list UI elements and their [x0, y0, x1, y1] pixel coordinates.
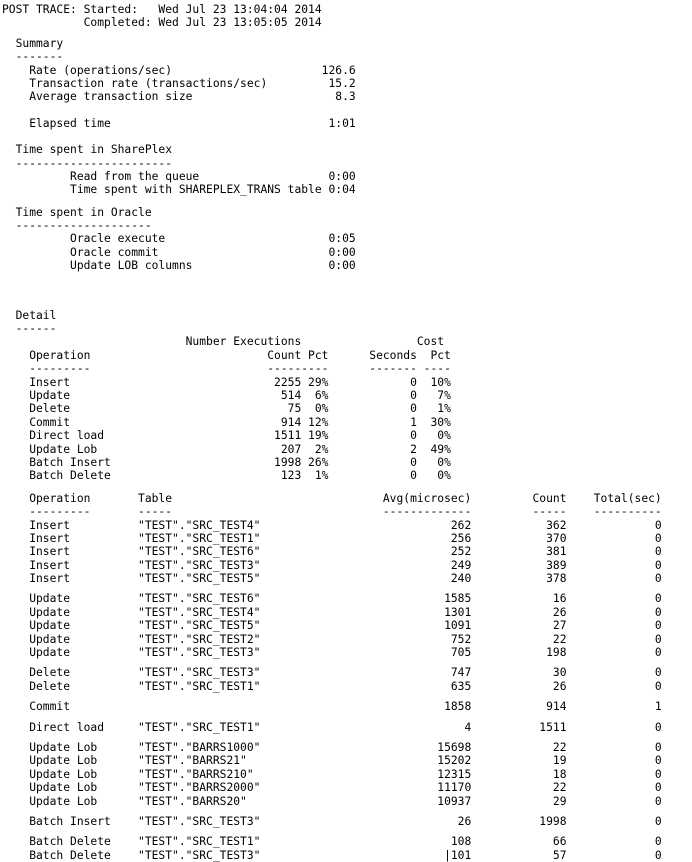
per-table-row: Update Lob "TEST"."BARRS21" 15202 19 0	[2, 754, 662, 768]
summary-title: Summary	[2, 36, 64, 50]
detail-title: Detail	[2, 308, 57, 322]
summary-stat-line: Average transaction size 8.3	[2, 90, 356, 104]
section-title-underline: -----------------------	[2, 156, 173, 170]
per-table-row-with-cursor: Batch Delete "TEST"."SRC_TEST3" |101 57 0	[2, 848, 662, 862]
per-table-row: Insert "TEST"."SRC_TEST4" 262 362 0	[2, 518, 662, 532]
summary-stat-line: Transaction rate (transactions/sec) 15.2	[2, 76, 356, 90]
per-table-row: Update "TEST"."SRC_TEST6" 1585 16 0	[2, 592, 662, 606]
per-table-column-header: Operation Table Avg(microsec) Count Total(sec)	[2, 491, 662, 505]
section-title-underline: --------------------	[2, 219, 152, 233]
operations-table-header-underline: --------- --------- ------- ----	[2, 362, 451, 376]
per-table-row: Batch Delete "TEST"."SRC_TEST1" 108 66 0	[2, 835, 662, 849]
blank-line	[2, 273, 692, 309]
blank-line	[2, 808, 692, 815]
elapsed-time-line: Elapsed time 1:01	[2, 116, 356, 130]
per-table-row: Update "TEST"."SRC_TEST2" 752 22 0	[2, 632, 662, 646]
per-table-row: Update Lob "TEST"."BARRS20" 10937 29 0	[2, 794, 662, 808]
blank-line	[2, 197, 692, 206]
post-trace-started-line: POST TRACE: Started: Wed Jul 23 13:04:04 2014	[2, 3, 322, 16]
section-title: Time spent in SharePlex	[2, 143, 173, 157]
time-stat-line: Read from the queue 0:00	[2, 169, 356, 183]
operations-table-row: Batch Insert 1998 26% 0 0%	[2, 455, 451, 469]
per-table-row: Update "TEST"."SRC_TEST5" 1091 27 0	[2, 619, 662, 633]
post-trace-completed-line: Completed: Wed Jul 23 13:05:05 2014	[2, 16, 322, 30]
per-table-header-underline: --------- ----- ------------- ----- ----------	[2, 505, 662, 519]
per-table-row: Update "TEST"."SRC_TEST4" 1301 26 0	[2, 605, 662, 619]
section-title: Time spent in Oracle	[2, 205, 152, 219]
trace-report-screen[interactable]	[2, 3, 692, 862]
blank-line	[2, 104, 692, 117]
detail-section	[2, 273, 692, 862]
time-stat-line: Oracle commit 0:00	[2, 245, 356, 259]
per-table-row: Batch Insert "TEST"."SRC_TEST3" 26 1998 0	[2, 814, 662, 828]
blank-line	[2, 30, 692, 37]
summary-section	[2, 37, 692, 273]
per-table-row: Update Lob "TEST"."BARRS2000" 11170 22 0	[2, 781, 662, 795]
per-table-row: Update Lob "TEST"."BARRS210" 12315 18 0	[2, 767, 662, 781]
operations-table-row: Batch Delete 123 1% 0 0%	[2, 469, 451, 483]
operations-table-row: Direct load 1511 19% 0 0%	[2, 429, 451, 443]
time-stat-line: Time spent with SHAREPLEX_TRANS table 0:04	[2, 183, 356, 197]
time-stat-line: Oracle execute 0:05	[2, 232, 356, 246]
operations-table-group-header: Number Executions Cost	[2, 335, 445, 349]
post-trace-header	[2, 3, 692, 37]
summary-stat-line: Rate (operations/sec) 126.6	[2, 63, 356, 77]
blank-line	[2, 483, 692, 492]
operations-table-column-header: Operation Count Pct Seconds Pct	[2, 348, 451, 362]
per-table-row: Insert "TEST"."SRC_TEST5" 240 378 0	[2, 572, 662, 586]
per-table-row: Update Lob "TEST"."BARRS1000" 15698 22 0	[2, 740, 662, 754]
operations-table-row: Update 514 6% 0 7%	[2, 388, 451, 402]
operations-table-row: Update Lob 207 2% 2 49%	[2, 442, 451, 456]
summary-title-underline: -------	[2, 50, 64, 64]
blank-line	[2, 130, 692, 143]
per-table-row: Update "TEST"."SRC_TEST3" 705 198 0	[2, 646, 662, 660]
blank-line	[2, 714, 692, 721]
operations-table-row: Insert 2255 29% 0 10%	[2, 375, 451, 389]
blank-line	[2, 693, 692, 700]
time-stat-line: Update LOB columns 0:00	[2, 259, 356, 273]
operations-table-row: Commit 914 12% 1 30%	[2, 415, 451, 429]
per-table-row: Delete "TEST"."SRC_TEST1" 635 26 0	[2, 679, 662, 693]
blank-line	[2, 659, 692, 666]
blank-line	[2, 734, 692, 741]
per-table-row: Direct load "TEST"."SRC_TEST1" 4 1511 0	[2, 720, 662, 734]
per-table-row: Delete "TEST"."SRC_TEST3" 747 30 0	[2, 666, 662, 680]
per-table-row: Commit 1858 914 1	[2, 700, 662, 714]
per-table-row: Insert "TEST"."SRC_TEST3" 249 389 0	[2, 558, 662, 572]
blank-line	[2, 585, 692, 592]
per-table-row: Insert "TEST"."SRC_TEST1" 256 370 0	[2, 531, 662, 545]
detail-title-underline: ------	[2, 322, 57, 336]
per-table-row: Insert "TEST"."SRC_TEST6" 252 381 0	[2, 545, 662, 559]
operations-table-row: Delete 75 0% 0 1%	[2, 402, 451, 416]
blank-line	[2, 828, 692, 835]
